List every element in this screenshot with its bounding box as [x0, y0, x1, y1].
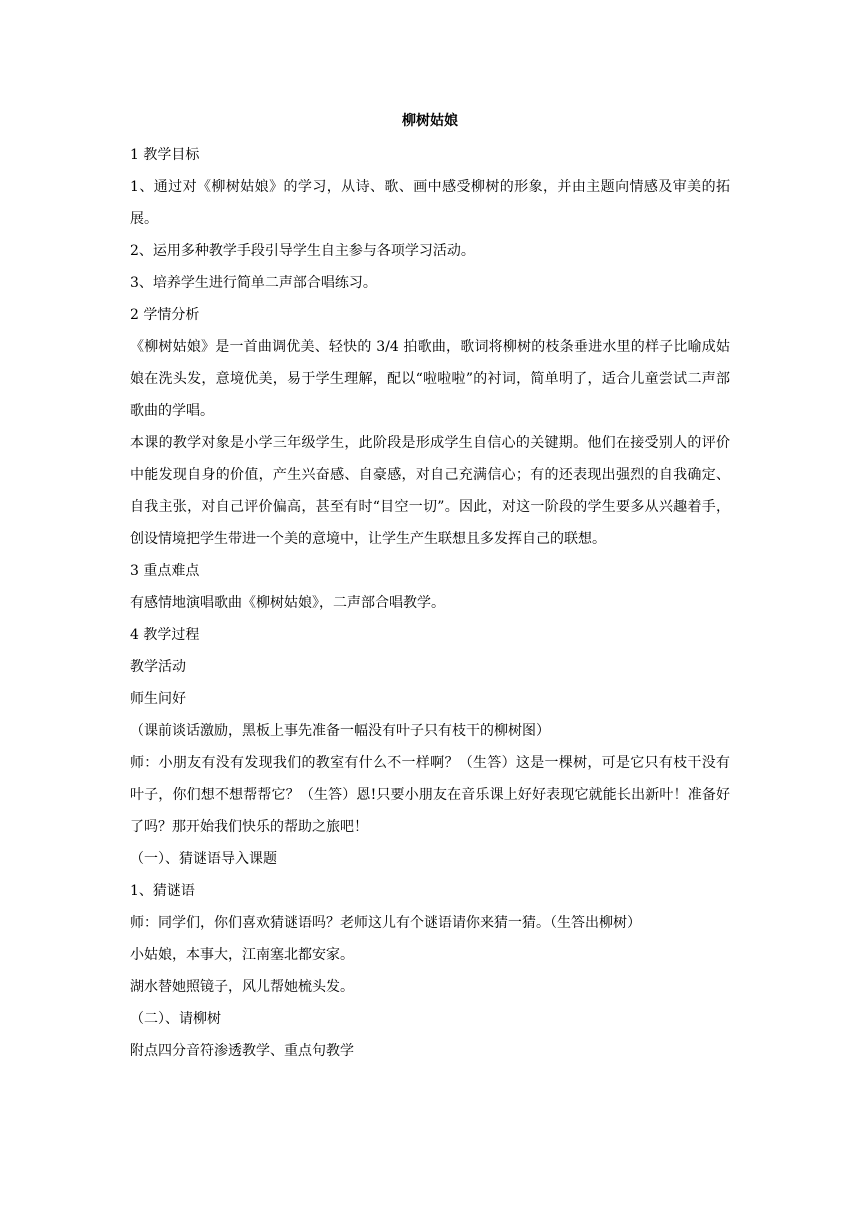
step-item-riddle: 1、猜谜语	[130, 883, 195, 899]
riddle-line-1: 小姑娘，本事大，江南塞北都安家。	[130, 947, 354, 963]
process-note: （课前谈话激励，黑板上事先准备一幅没有叶子只有枝干的柳树图）	[130, 723, 550, 739]
section-heading-analysis: 2 学情分析	[130, 307, 200, 323]
section-heading-goals: 1 教学目标	[130, 147, 200, 163]
key-points-paragraph: 有感情地演唱歌曲《柳树姑娘》，二声部合唱教学。	[130, 595, 445, 611]
section-heading-key-points: 3 重点难点	[130, 563, 200, 579]
analysis-paragraph-2: 本课的教学对象是小学三年级学生，此阶段是形成学生自信心的关键期。他们在接受别人的评价中能发现自身的价值，产生兴奋感、自豪感，对自己充满信心；有的还表现出强烈的自我确定、自我主张，对自己评价偏高，甚至有时“目空一切”。因此，对这一阶段的学生要多从兴趣着手，创设情境把学生带进一个美的意境中，让学生产生联想且多发挥自己的联想。	[130, 435, 730, 547]
goal-item-2: 2、运用多种教学手段引导学生自主参与各项学习活动。	[130, 243, 475, 259]
process-greeting: 师生问好	[130, 691, 186, 707]
analysis-paragraph-1: 《柳树姑娘》是一首曲调优美、轻快的 3/4 拍歌曲，歌词将柳树的枝条垂进水里的样子比喻成姑娘在洗头发，意境优美，易于学生理解，配以“啦啦啦”的衬词，简单明了，适合儿童尝试二声部歌曲的学唱。	[130, 339, 730, 419]
teacher-dialogue-2: 师：同学们，你们喜欢猜谜语吗？老师这儿有个谜语请你来猜一猜。（生答出柳树）	[130, 915, 641, 931]
step-item-dotted-note: 附点四分音符渗透教学、重点句教学	[130, 1043, 354, 1059]
teacher-dialogue-1: 师：小朋友有没有发现我们的教室有什么不一样啊？（生答）这是一棵树，可是它只有枝干没有叶子，你们想不想帮帮它？（生答）恩!只要小朋友在音乐课上好好表现它就能长出新叶！准备好了吗？那开始我们快乐的帮助之旅吧！	[130, 755, 730, 835]
step-heading-2: （二）、请柳树	[130, 1011, 221, 1027]
section-heading-process: 4 教学过程	[130, 627, 200, 643]
goal-item-3: 3、培养学生进行简单二声部合唱练习。	[130, 275, 377, 291]
document-body	[130, 108, 730, 1067]
step-heading-1: （一）、猜谜语导入课题	[130, 851, 277, 867]
document-title: 柳树姑娘	[402, 113, 458, 129]
goal-item-1: 1、通过对《柳树姑娘》的学习，从诗、歌、画中感受柳树的形象，并由主题向情感及审美的拓展。	[130, 179, 730, 227]
riddle-line-2: 湖水替她照镜子，风儿帮她梳头发。	[130, 979, 354, 995]
process-subheading: 教学活动	[130, 659, 186, 675]
